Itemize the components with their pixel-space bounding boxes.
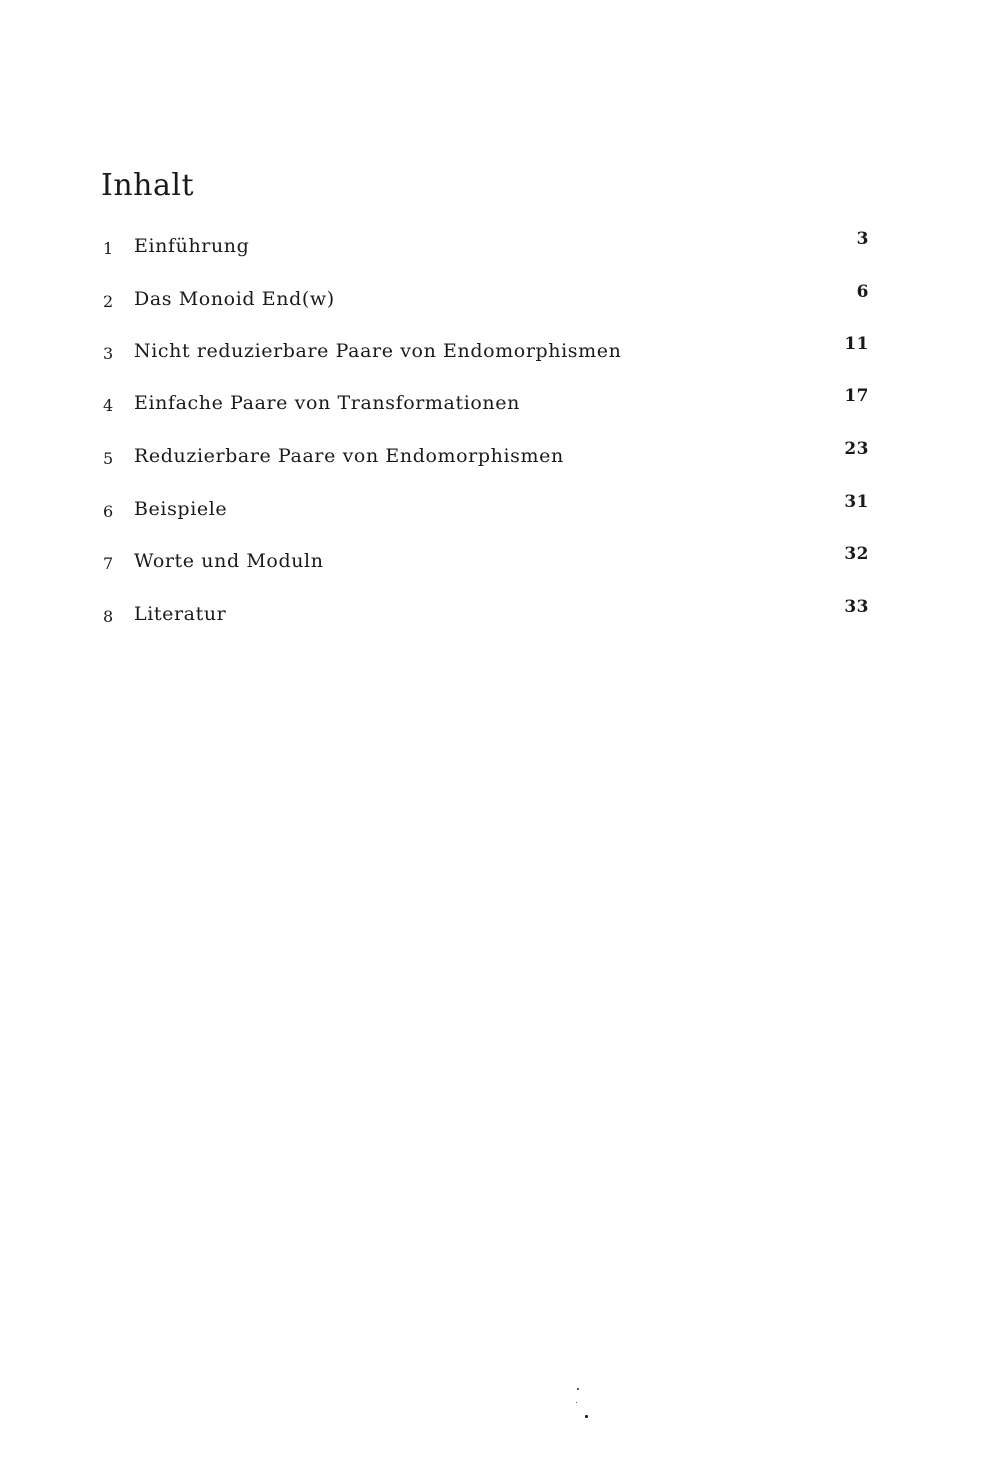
toc-entry-page: 33	[844, 597, 869, 617]
toc-entry-label: Das Monoid End(w)	[134, 288, 335, 310]
toc-entry-page: 6	[856, 282, 869, 302]
toc-entry-label: Worte und Moduln	[134, 550, 324, 572]
scan-speck	[576, 1402, 577, 1403]
toc-entry-page: 31	[844, 492, 869, 512]
scan-speck	[577, 1388, 579, 1390]
toc-entry-number: 2	[103, 292, 114, 311]
toc-title: Inhalt	[101, 168, 195, 203]
toc-entry-8[interactable]	[0, 597, 1000, 637]
toc-entry-label: Literatur	[134, 603, 227, 625]
toc-entry-6[interactable]	[0, 492, 1000, 532]
toc-entry-4[interactable]	[0, 386, 1000, 426]
toc-entry-number: 3	[103, 344, 114, 363]
toc-entry-page: 3	[856, 229, 869, 249]
toc-entry-number: 1	[103, 239, 114, 258]
toc-entry-page: 11	[844, 334, 869, 354]
toc-entry-number: 7	[103, 554, 114, 573]
toc-entry-page: 17	[844, 386, 869, 406]
toc-entry-number: 8	[103, 607, 114, 626]
toc-entry-1[interactable]	[0, 229, 1000, 269]
toc-entry-label: Einführung	[134, 235, 250, 257]
toc-entry-3[interactable]	[0, 334, 1000, 374]
toc-entry-label: Einfache Paare von Transformationen	[134, 392, 520, 414]
toc-entry-7[interactable]	[0, 544, 1000, 584]
toc-entry-page: 23	[844, 439, 869, 459]
toc-entry-page: 32	[844, 544, 869, 564]
toc-entry-label: Beispiele	[134, 498, 228, 520]
toc-entry-label: Reduzierbare Paare von Endomorphismen	[134, 445, 564, 467]
toc-entry-label: Nicht reduzierbare Paare von Endomorphismen	[134, 340, 622, 362]
scan-speck	[585, 1415, 588, 1418]
toc-entry-2[interactable]	[0, 282, 1000, 322]
toc-entry-number: 4	[103, 396, 114, 415]
toc-entry-number: 6	[103, 502, 114, 521]
toc-entry-number: 5	[103, 449, 114, 468]
toc-entry-5[interactable]	[0, 439, 1000, 479]
